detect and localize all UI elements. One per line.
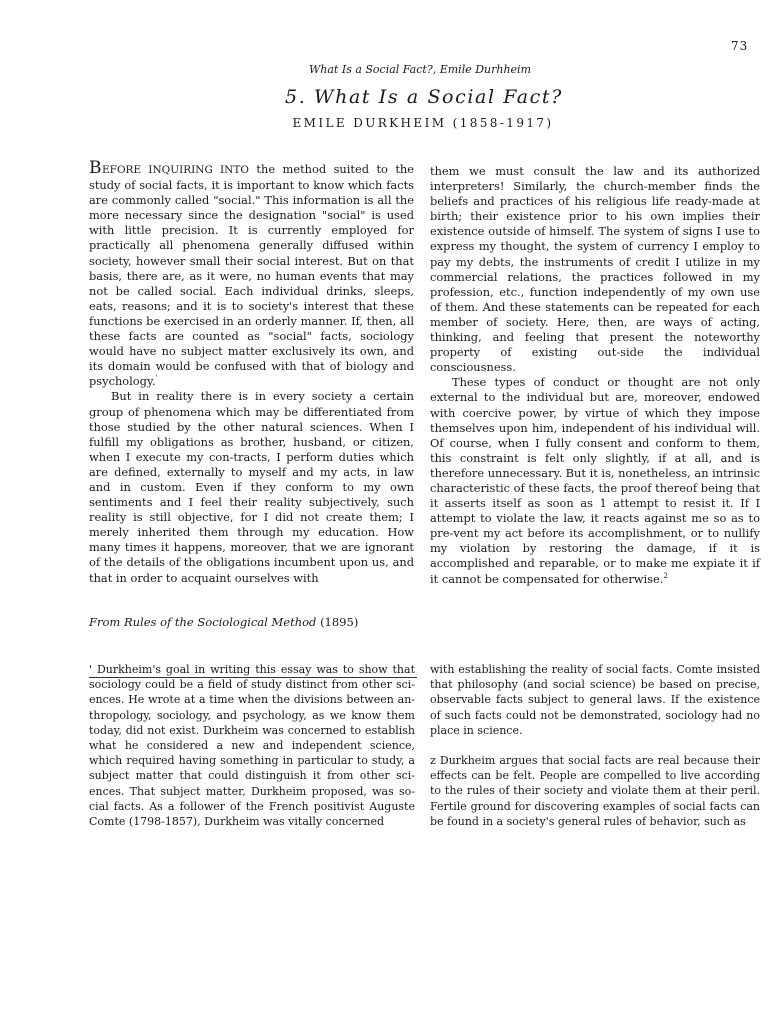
body-right-column	[430, 164, 760, 587]
opening-smallcaps: EFORE INQUIRING INTO	[102, 164, 249, 176]
body-left-column	[89, 158, 415, 586]
source-year: (1895)	[320, 615, 359, 629]
footnote-1: ' Durkheim's goal in writing this essay was to show that sociology could be a field of study distinct from other sci-ences. He wrote at a time when the divisions between an-thropology, sociology, and psychology, as we know them today, did not exist. Durkheim was concerned to establish what he considered a new and independent science, which required having something in particular to study, a subject matter that could distinguish it from other sci-ences. That subject matter, Durkheim proposed, was so-cial facts. As a follower of the French positivist Auguste Comte (1798-1857), Durkheim was vitally concerned	[89, 663, 415, 829]
source-title: From Rules of the Sociological Method	[89, 615, 317, 629]
paragraph-1	[89, 158, 415, 389]
footnotes-left-column	[89, 662, 415, 829]
source-line	[89, 615, 358, 629]
paragraph-2: But in reality there is in every society a certain group of phenomena which may be differentiated from those studied by the other natural sciences. When I fulfill my obligations as brother, husband, or citizen, when I execute my con-tracts, I perform duties which are defined, externally to myself and my acts, in law and in custom. Even if they conform to my own sentiments and I feel their reality subjectively, such reality is still objective, for I did not create them; I merely inherited them through my education. How many times it happens, moreover, that we are ignorant of the details of the obligations incumbent upon us, and that in order to acquaint ourselves with	[89, 389, 414, 585]
footnote-ref-1: '	[155, 374, 158, 383]
paragraph-1-text: the method suited to the study of social facts, it is important to know which facts are commonly called "social." This information is all the more necessary since the designation "social" is used with little precision. It is currently employed for practically all phenomena generally diffused within society, however small their social interest. But on that basis, there are, as it were, no human events that may not be called social. Each individual drinks, sleeps, eats, reasons; and it is to society's interest that these functions be exercised in an orderly manner. If, then, all these facts are counted as "social" facts, sociology would have no subject matter exclusively its own, and its domain would be confused with that of biology and psychology.	[89, 162, 415, 389]
chapter-title: 5. What Is a Social Fact?	[285, 86, 563, 108]
footnote-gap	[430, 738, 760, 753]
footnote-2: z Durkheim argues that social facts are real because their effects can be felt. People are compelled to live according to the rules of their society and violate them at their peril. Fertile ground for discovering examples of social facts can be found in a society's general rules of behavior, such as	[430, 754, 760, 828]
page-number: 73	[731, 39, 749, 53]
paragraph-2-continued: them we must consult the law and its authorized interpreters! Similarly, the church-member finds the beliefs and practices of his religious life ready-made at birth; their existence prior to his own implies their existence outside of himself. The system of signs I use to express my thought, the system of currency I employ to pay my debts, the instruments of credit I utilize in my commercial relations, the practices followed in my profession, etc., function independently of my own use of them. And these statements can be repeated for each member of society. Here, then, are ways of acting, thinking, and feeling that present the noteworthy property of existing out-side the individual consciousness.	[430, 164, 760, 375]
author-line: EMILE DURKHEIM (1858-1917)	[292, 116, 554, 130]
running-head: What Is a Social Fact?, Emile Durhheim	[308, 63, 532, 76]
footnotes-right-column	[430, 662, 760, 829]
paragraph-3	[430, 375, 760, 586]
paragraph-3-text: These types of conduct or thought are not only external to the individual but are, moreover, endowed with coercive power, by virtue of which they impose themselves upon him, independent of his individual will. Of course, when I fully consent and conform to them, this constraint is felt only slightly, if at all, and is therefore unnecessary. But it is, nonetheless, an intrinsic characteristic of these facts, the proof thereof being that it asserts itself as soon as 1 attempt to resist it. If I attempt to violate the law, it reacts against me so as to pre-vent my act before its accomplishment, or to nullify my violation by restoring the damage, if it is accomplished and reparable, or to make me expiate it if it cannot be compensated for otherwise.	[430, 375, 760, 586]
footnote-ref-2: 2	[663, 571, 668, 580]
footnote-1-continued: with establishing the reality of social facts. Comte insisted that philosophy (and social science) be based on precise, observable facts subject to general laws. If the existence of such facts could not be demonstrated, sociology had no place in science.	[430, 663, 760, 737]
drop-cap: B	[89, 158, 102, 178]
